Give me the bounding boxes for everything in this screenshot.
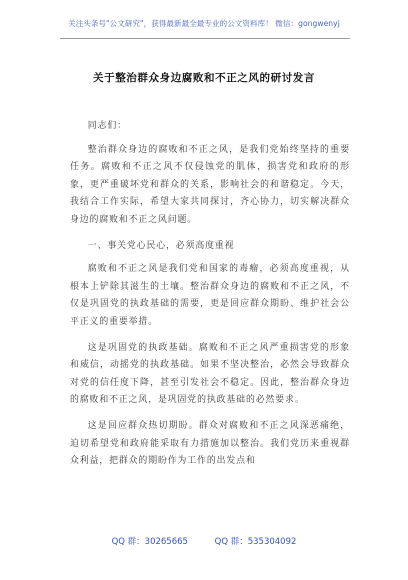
body-paragraph: 这是回应群众热切期盼。群众对腐败和不正之风深恶痛绝，迫切希望党和政府能采取有力措施加以整治。我们党历来重视群众利益，把群众的期盼作为工作的出发点和 [70, 420, 350, 467]
body-paragraph: 这是巩固党的执政基础。腐败和不正之风严重损害党的形象和威信，动摇党的执政基础。如果不坚决整治，必然会导致群众对党的信任度下降，甚至引发社会不稳定。因此，整治群众身边的腐败和不正之风，是巩固党的执政基础的必然要求。 [70, 342, 350, 406]
document-body [70, 118, 350, 479]
salutation: 同志们： [87, 121, 127, 131]
body-paragraph: 整治群众身边的腐败和不正之风，是我们党始终坚持的重要任务。腐败和不正之风不仅侵蚀党的肌体，损害党和政府的形象，更严重破坏党和群众的关系，影响社会的和谐稳定。今天，我结合工作实际，希望大家共同探讨，齐心协力，切实解决群众身边的腐败和不正之风问题。 [70, 144, 350, 225]
header-promo-note: 关注头条号"公文研究"，获得最新最全最专业的公文资料库！ 微信：gongwenyj [68, 19, 340, 28]
document-title: 关于整治群众身边腐败和不正之风的研讨发言 [93, 72, 315, 84]
section-heading: 一、事关党心民心，必须高度重视 [87, 240, 235, 251]
footer-qq-group-2: QQ 群：535304092 [214, 537, 297, 547]
body-paragraph: 腐败和不正之风是我们党和国家的毒瘤，必须高度重视，从根本上铲除其滋生的土壤。整治群众身边的腐败和不正之风，不仅是巩固党的执政基础的需要，更是回应群众期盼、维护社会公平正义的重要举措。 [70, 264, 350, 327]
footer-qq-group-1: QQ 群：30265665 [111, 537, 188, 547]
header-divider [60, 38, 350, 39]
footer-contact [0, 535, 408, 547]
